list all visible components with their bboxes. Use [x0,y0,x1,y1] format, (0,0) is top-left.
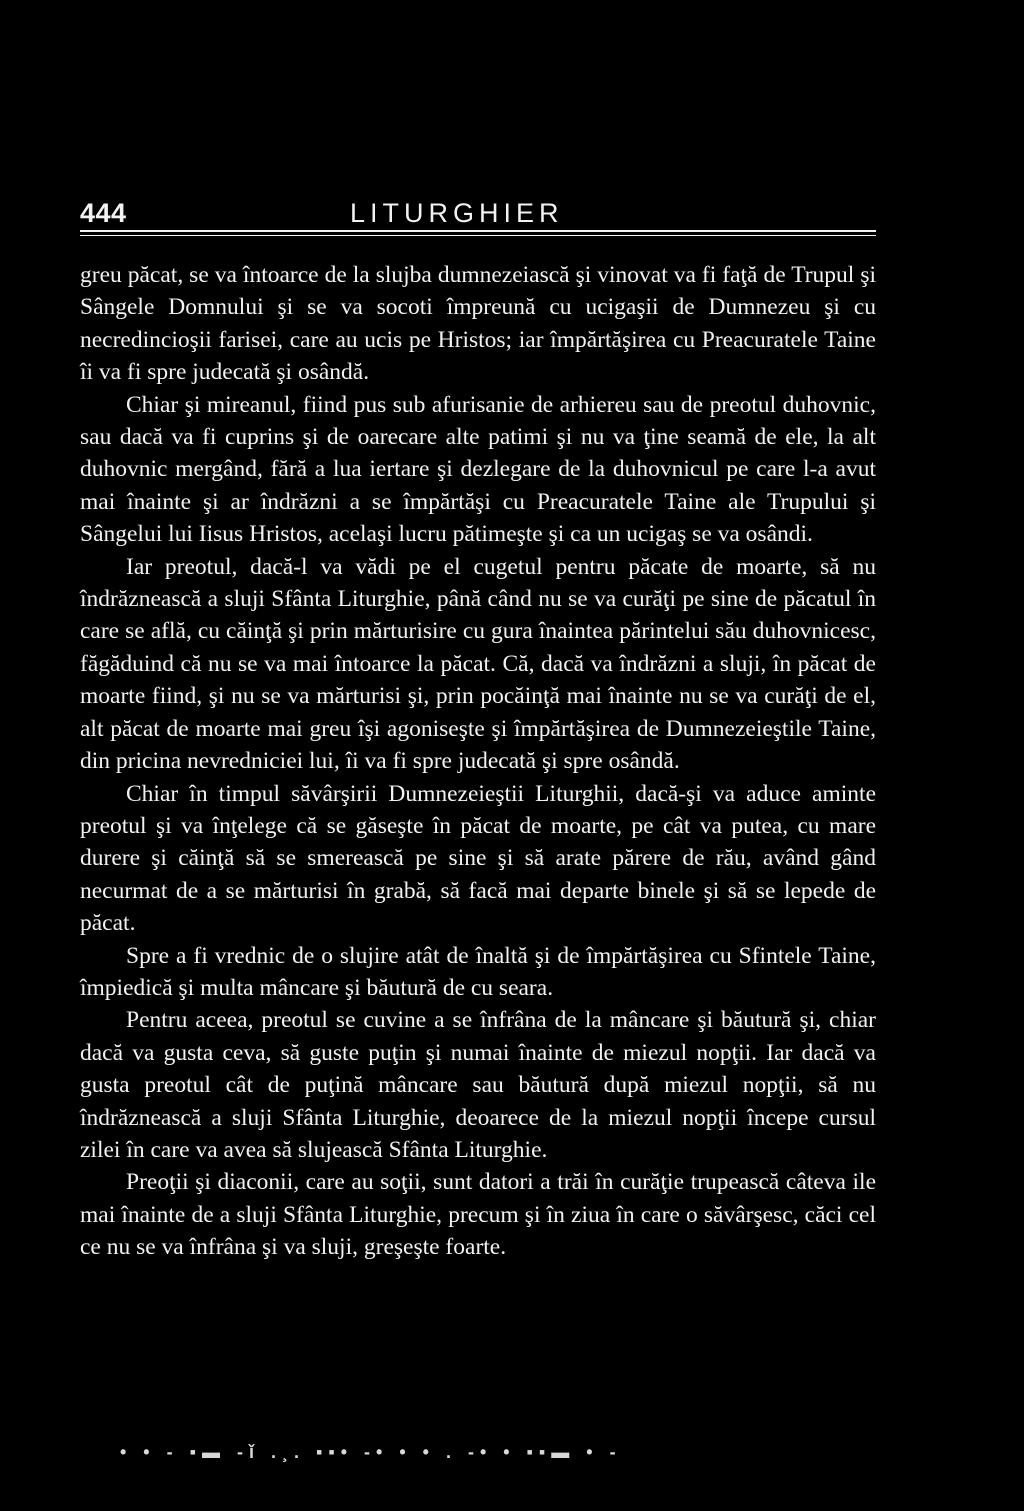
body-text [80,259,876,1264]
paragraph: Iar preotul, dacă-l va vădi pe el cugetul pentru păcate de moarte, să nu îndrăznească a sluji Sfânta Liturghie, până când nu se va curăţi pe sine de păcatul în care se află, cu căinţă şi prin mărturisire cu gura înaintea părintelui său duhovnicesc, făgăduind că nu se va mai întoarce la păcat. Că, dacă va îndrăzni a sluji, în păcat de moarte fiind, şi nu se va mărturisi şi, prin pocăinţă mai înainte nu se va curăţi de el, alt păcat de moarte mai greu îşi agoniseşte şi împărtăşirea de Dumnezeieştile Taine, din pricina nevredniciei lui, îi va fi spre judecată şi spre osândă. [80,553,876,775]
header-rule [80,230,876,236]
paragraph: Chiar în timpul săvârşirii Dumnezeieştii Liturghii, dacă-şi va aduce aminte preotul şi va înţelege că se găseşte în păcat de moarte, pe cât va putea, cu mare durere şi căinţă să se smerească pe sine şi să arate părere de rău, având gând necurmat de a se mărturisi în grabă, să facă mai departe binele şi să se lepede de păcat. [80,780,876,937]
paragraph: Chiar şi mireanul, fiind pus sub afurisanie de arhiereu sau de preotul duhovnic, sau dacă va fi cuprins şi de oarecare alte patimi şi nu va ţine seamă de ele, la alt duhovnic mergând, fără a lua iertare şi dezlegare de la duhovnicul pe care l-a avut mai înainte şi ar îndrăzni a se împărtăşi cu Preacuratele Taine ale Trupului şi Sângelui lui Iisus Hristos, acelaşi lucru pătimeşte şi ca un ucigaş se va osândi. [80,391,876,548]
paragraph: Preoţii şi diaconii, care au soţii, sunt datori a trăi în curăţie trupească câteva ile mai înainte de a sluji Sfânta Liturghie, precum şi în ziua în care o săvârşesc, căci cel ce nu se va înfrâna şi va sluji, greşeşte foarte. [80,1169,876,1261]
page-header [80,196,876,236]
paragraph: Spre a fi vrednic de o slujire atât de înaltă şi de împărtăşirea cu Sfintele Taine, împiedică şi multa mâncare şi băutură de cu seara. [80,942,876,1001]
paragraph: Pentru aceea, preotul se cuvine a se înfrâna de la mâncare şi băutură şi, chiar dacă va gusta ceva, să guste puţin şi numai înainte de miezul nopţii. Iar dacă va gusta preotul cât de puţină mâncare sau băutură după miezul nopţii, să nu îndrăznească a sluji Sfânta Liturghie, deoarece de la miezul nopţii începe cursul zilei în care va avea să slujească Sfânta Liturghie. [80,1007,876,1163]
page-number: 444 [80,198,127,228]
paragraph-continued: greu păcat, se va întoarce de la slujba dumnezeiască şi vinovat va fi faţă de Trupul şi Sângele Domnului şi se va socoti împreună cu ucigaşii de Dumnezeu şi cu necredincioşii farisei, care au ucis pe Hristos; iar împărtăşirea cu Preacuratele Taine îi va fi spre judecată şi osândă. [80,262,876,386]
running-title: LITURGHIER [350,198,564,228]
footer-scan-artifacts: • • - ▪▬ -ǐ .¸. ▪▪• -• • • . -• • ▪▪▬ • - [120,1442,622,1462]
